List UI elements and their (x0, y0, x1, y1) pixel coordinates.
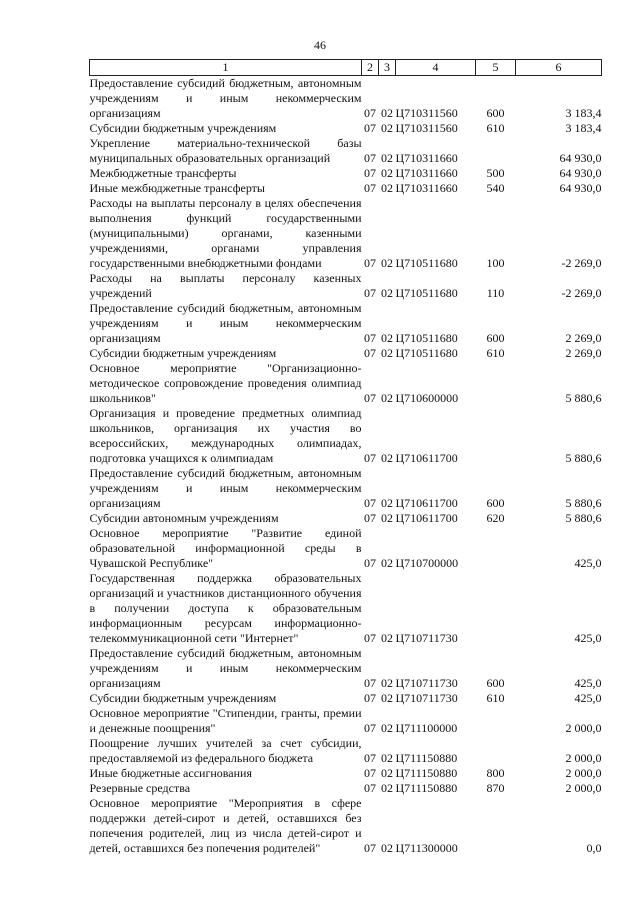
table-row (90, 766, 602, 781)
header-cell: 2 (362, 60, 379, 76)
table-row (90, 571, 602, 646)
row-subsection: 02 (381, 331, 393, 345)
row-name: Иные межбюджетные трансферты (89, 181, 265, 195)
table-row (90, 166, 602, 181)
table-row (90, 691, 602, 706)
page-number: 46 (314, 38, 326, 52)
table-row (90, 346, 602, 361)
table-row (90, 301, 602, 346)
row-section: 07 (364, 451, 376, 465)
table-row (90, 511, 602, 526)
row-name: Резервные средства (89, 781, 191, 795)
row-amount: 425,0 (574, 556, 602, 570)
row-amount: 64 930,0 (559, 166, 602, 180)
row-expense-type: 800 (486, 766, 505, 780)
row-section: 07 (364, 391, 376, 405)
row-name: Поощрение лучших учителей за счет субсидии, предоставляемой из федерального бюджета (89, 736, 362, 765)
table-row (90, 121, 602, 136)
row-subsection: 02 (381, 631, 393, 645)
row-amount: 425,0 (574, 691, 602, 705)
row-section: 07 (364, 841, 376, 855)
row-section: 07 (364, 151, 376, 165)
row-amount: 3 183,4 (565, 106, 602, 120)
row-expense-type: 870 (486, 781, 505, 795)
header-cell: 1 (90, 60, 362, 76)
row-target-code: Ц710611700 (395, 496, 458, 510)
row-subsection: 02 (381, 676, 393, 690)
row-amount: 5 880,6 (565, 391, 602, 405)
header-cell: 4 (396, 60, 476, 76)
row-name: Предоставление субсидий бюджетным, автономным учреждениям и иным некоммерческим организациям (89, 76, 362, 120)
row-target-code: Ц710711730 (395, 676, 458, 690)
row-name: Предоставление субсидий бюджетным, автономным учреждениям и иным некоммерческим организациям (89, 646, 362, 690)
row-subsection: 02 (381, 181, 393, 195)
row-expense-type (476, 571, 516, 646)
row-amount: 5 880,6 (565, 496, 602, 510)
table-row (90, 706, 602, 736)
row-target-code: Ц710311660 (395, 166, 458, 180)
row-name: Основное мероприятие "Стипендии, гранты, премии и денежные поощрения" (89, 706, 362, 735)
row-section: 07 (364, 181, 376, 195)
row-name: Предоставление субсидий бюджетным, автономным учреждениям и иным некоммерческим организациям (89, 301, 362, 345)
row-amount: 2 000,0 (565, 721, 602, 735)
header-cell: 6 (516, 60, 602, 76)
row-target-code: Ц710611700 (395, 511, 458, 525)
row-expense-type (476, 526, 516, 571)
row-amount: 425,0 (574, 676, 602, 690)
row-expense-type: 100 (486, 256, 505, 270)
row-section: 07 (364, 511, 376, 525)
row-section: 07 (364, 331, 376, 345)
row-name: Основное мероприятие "Мероприятия в сфере поддержки детей-сирот и детей, оставшихся без попечения родителей, лиц из числа детей-сирот и детей, оставшихся без попечения родителей" (89, 796, 362, 855)
table-row (90, 76, 602, 122)
row-target-code: Ц710311560 (395, 121, 458, 135)
row-expense-type (476, 361, 516, 406)
table-row (90, 181, 602, 196)
row-section: 07 (364, 676, 376, 690)
row-subsection: 02 (381, 781, 393, 795)
row-expense-type: 600 (486, 106, 505, 120)
table-row (90, 271, 602, 301)
row-expense-type: 600 (486, 331, 505, 345)
row-subsection: 02 (381, 766, 393, 780)
row-amount: 2 269,0 (565, 331, 602, 345)
row-subsection: 02 (381, 286, 393, 300)
row-amount: 64 930,0 (559, 181, 602, 195)
row-name: Субсидии бюджетным учреждениям (89, 346, 277, 360)
row-amount: 5 880,6 (565, 451, 602, 465)
row-target-code: Ц710711730 (395, 631, 458, 645)
row-subsection: 02 (381, 121, 393, 135)
row-amount: 0,0 (586, 841, 602, 855)
row-section: 07 (364, 556, 376, 570)
row-amount: 5 880,6 (565, 511, 602, 525)
row-name: Основное мероприятие "Организационно-методическое сопровождение проведения олимпиад школьников" (89, 361, 362, 405)
row-section: 07 (364, 166, 376, 180)
row-section: 07 (364, 256, 376, 270)
row-amount: 64 930,0 (559, 151, 602, 165)
row-expense-type: 610 (486, 346, 505, 360)
row-name: Субсидии автономным учреждениям (89, 511, 279, 525)
row-amount: 2 000,0 (565, 766, 602, 780)
row-amount: 2 000,0 (565, 751, 602, 765)
row-name: Укрепление материально-технической базы муниципальных образовательных организаций (89, 136, 362, 165)
row-target-code: Ц710311660 (395, 151, 458, 165)
row-name: Расходы на выплаты персоналу в целях обеспечения выполнения функций государственными (муниципальными) органами, казенными учреждениями, органами управления государственными внебюджетными фондами (89, 196, 362, 270)
row-target-code: Ц710511680 (395, 256, 458, 270)
row-section: 07 (364, 751, 376, 765)
row-name: Субсидии бюджетным учреждениям (89, 691, 277, 705)
row-expense-type: 610 (486, 691, 505, 705)
row-name: Иные бюджетные ассигнования (89, 766, 252, 780)
row-expense-type: 620 (486, 511, 505, 525)
row-expense-type (476, 706, 516, 736)
row-expense-type: 500 (486, 166, 505, 180)
table-row (90, 466, 602, 511)
row-section: 07 (364, 121, 376, 135)
row-target-code: Ц710600000 (395, 391, 459, 405)
table-row (90, 796, 602, 856)
row-name: Организация и проведение предметных олимпиад школьников, организация их участия во всероссийских, международных олимпиадах, подготовка учащихся к олимпиадам (89, 406, 362, 465)
table-row (90, 136, 602, 166)
row-expense-type (476, 796, 516, 856)
row-amount: 425,0 (574, 631, 602, 645)
row-section: 07 (364, 691, 376, 705)
row-target-code: Ц710311660 (395, 181, 458, 195)
row-subsection: 02 (381, 256, 393, 270)
row-amount: -2 269,0 (561, 286, 602, 300)
row-target-code: Ц711150880 (395, 781, 458, 795)
row-expense-type (476, 736, 516, 766)
row-section: 07 (364, 781, 376, 795)
row-target-code: Ц711150880 (395, 751, 458, 765)
row-subsection: 02 (381, 106, 393, 120)
row-subsection: 02 (381, 751, 393, 765)
row-target-code: Ц711300000 (395, 841, 458, 855)
row-expense-type (476, 406, 516, 466)
row-target-code: Ц710511680 (395, 331, 458, 345)
table-header-row (90, 60, 602, 76)
row-section: 07 (364, 496, 376, 510)
row-subsection: 02 (381, 841, 393, 855)
row-expense-type: 600 (486, 496, 505, 510)
table-row (90, 406, 602, 466)
row-name: Субсидии бюджетным учреждениям (89, 121, 277, 135)
table-row (90, 781, 602, 796)
row-target-code: Ц710611700 (395, 451, 458, 465)
row-expense-type: 540 (486, 181, 505, 195)
row-subsection: 02 (381, 391, 393, 405)
row-section: 07 (364, 286, 376, 300)
row-subsection: 02 (381, 151, 393, 165)
row-name: Расходы на выплаты персоналу казенных учреждений (89, 271, 362, 300)
row-subsection: 02 (381, 721, 393, 735)
row-expense-type: 110 (486, 286, 505, 300)
row-target-code: Ц710511680 (395, 286, 458, 300)
row-section: 07 (364, 766, 376, 780)
row-target-code: Ц710700000 (395, 556, 459, 570)
row-expense-type: 610 (486, 121, 505, 135)
budget-table (89, 59, 602, 856)
row-target-code: Ц711150880 (395, 766, 458, 780)
row-name: Государственная поддержка образовательных организаций и участников дистанционного обучения в получении доступа к образовательным информационным ресурсам информационно-телекоммуникационной сети "Интернет" (89, 571, 362, 645)
row-section: 07 (364, 106, 376, 120)
header-cell: 5 (476, 60, 516, 76)
table-row (90, 526, 602, 571)
row-target-code: Ц710311560 (395, 106, 458, 120)
row-subsection: 02 (381, 691, 393, 705)
row-section: 07 (364, 346, 376, 360)
row-amount: 2 000,0 (565, 781, 602, 795)
row-amount: 3 183,4 (565, 121, 602, 135)
header-cell: 3 (379, 60, 396, 76)
row-amount: 2 269,0 (565, 346, 602, 360)
row-target-code: Ц711100000 (395, 721, 458, 735)
row-subsection: 02 (381, 511, 393, 525)
row-target-code: Ц710511680 (395, 346, 458, 360)
row-subsection: 02 (381, 556, 393, 570)
table-row (90, 196, 602, 271)
row-expense-type: 600 (486, 676, 505, 690)
row-subsection: 02 (381, 451, 393, 465)
row-name: Межбюджетные трансферты (89, 166, 237, 180)
row-name: Предоставление субсидий бюджетным, автономным учреждениям и иным некоммерческим организациям (89, 466, 362, 510)
table-row (90, 646, 602, 691)
table-row (90, 361, 602, 406)
row-section: 07 (364, 721, 376, 735)
table-row (90, 736, 602, 766)
row-subsection: 02 (381, 496, 393, 510)
row-section: 07 (364, 631, 376, 645)
row-amount: -2 269,0 (561, 256, 602, 270)
row-name: Основное мероприятие "Развитие единой образовательной информационной среды в Чувашской Республике" (89, 526, 362, 570)
row-target-code: Ц710711730 (395, 691, 458, 705)
row-subsection: 02 (381, 346, 393, 360)
row-expense-type (476, 136, 516, 166)
row-subsection: 02 (381, 166, 393, 180)
